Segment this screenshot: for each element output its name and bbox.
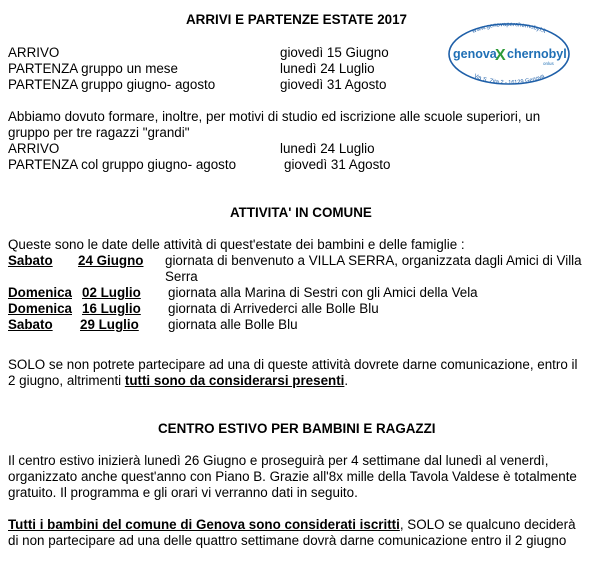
enroll-rest: , SOLO se qualcuno deciderà <box>399 517 576 532</box>
schedule-label: ARRIVO <box>8 45 60 60</box>
activity-date: 29 Luglio <box>80 317 139 332</box>
page-title: ARRIVI E PARTENZE ESTATE 2017 <box>186 12 407 27</box>
activity-day: Sabato <box>8 253 53 268</box>
activity-date: 16 Luglio <box>82 301 141 316</box>
schedule-label: ARRIVO <box>8 141 60 156</box>
enroll-emphasis: Tutti i bambini del comune di Genova sono considerati iscritti <box>8 517 400 532</box>
schedule-date: lunedì 24 Luglio <box>280 61 375 76</box>
activity-desc: giornata alle Bolle Blu <box>168 317 298 332</box>
older-intro-line2: gruppo per tre ragazzi "grandi" <box>8 125 190 140</box>
camp-line2-text: organizzato anche quest'anno con Piano B. Grazie all'8x mille della Tavola Valdese è totalmente <box>8 469 577 484</box>
activity-desc: giornata alla Marina di Sestri con gli Amici della Vela <box>168 285 478 300</box>
camp-enroll-line1 <box>8 517 576 532</box>
camp-title: CENTRO ESTIVO PER BAMBINI E RAGAZZI <box>158 421 436 436</box>
activity-day: Domenica <box>8 285 72 300</box>
notice-line1: SOLO se non potrete partecipare ad una di queste attività dovrete darne comunicazione, entro il <box>8 357 578 372</box>
activities-notice <box>8 357 594 373</box>
logo-website: www.genovaperchernobyl.it <box>471 22 547 35</box>
schedule-date: giovedì 31 Agosto <box>280 77 387 92</box>
notice-line2-post: . <box>344 373 349 388</box>
activity-day: Domenica <box>8 301 72 316</box>
older-group-intro <box>8 109 594 125</box>
activity-date: 02 Luglio <box>82 285 141 300</box>
activities-title: ATTIVITA' IN COMUNE <box>230 205 372 220</box>
logo-onlus: onlus <box>543 61 554 66</box>
camp-enroll-line2: di non partecipare ad una delle quattro settimane dovrà darne comunicazione entro il 2 giugno <box>8 533 567 548</box>
activity-desc: giornata di benvenuto a VILLA SERRA, organizzata dagli Amici di Villa <box>165 253 582 268</box>
schedule-date: giovedì 15 Giugno <box>280 45 389 60</box>
camp-para-line3: gratuito. Il programma e gli orari vi verranno dati in seguito. <box>8 485 358 500</box>
schedule-label: PARTENZA gruppo un mese <box>8 61 178 76</box>
older-intro-line1: Abbiamo dovuto formare, inoltre, per motivi di studio ed iscrizione alle scuole superiori, un <box>8 109 541 124</box>
notice-line2 <box>8 373 348 388</box>
schedule-label: PARTENZA col gruppo giugno- agosto <box>8 157 237 172</box>
notice-emphasis: tutti sono da considerarsi presenti <box>124 373 345 388</box>
camp-line1-text: Il centro estivo inizierà lunedì 26 Giugno e proseguirà per 4 settimane dal lunedì al venerdì, <box>8 453 549 468</box>
camp-para-line1 <box>8 453 594 469</box>
schedule-label: PARTENZA gruppo giugno- agosto <box>8 77 216 92</box>
activity-date: 24 Giugno <box>78 253 144 268</box>
activity-desc: giornata di Arrivederci alle Bolle Blu <box>168 301 379 316</box>
genova-per-chernobyl-logo <box>447 22 571 86</box>
camp-para-line2 <box>8 469 594 485</box>
schedule-date: giovedì 31 Agosto <box>284 157 391 172</box>
logo-word-chernobyl: chernobyl <box>507 47 567 61</box>
schedule-date: lunedì 24 Luglio <box>280 141 375 156</box>
logo-x-mark: X <box>495 47 506 64</box>
activity-day: Sabato <box>8 317 53 332</box>
activity-desc-continued: Serra <box>165 269 198 284</box>
logo-word-genova: genova <box>453 47 497 61</box>
notice-line2-pre: 2 giugno, altrimenti <box>8 373 125 388</box>
logo-address: Via S. Zita 2 - 16129 Genova <box>472 73 546 86</box>
activities-intro: Queste sono le date delle attività di quest'estate dei bambini e delle famiglie : <box>8 237 465 252</box>
